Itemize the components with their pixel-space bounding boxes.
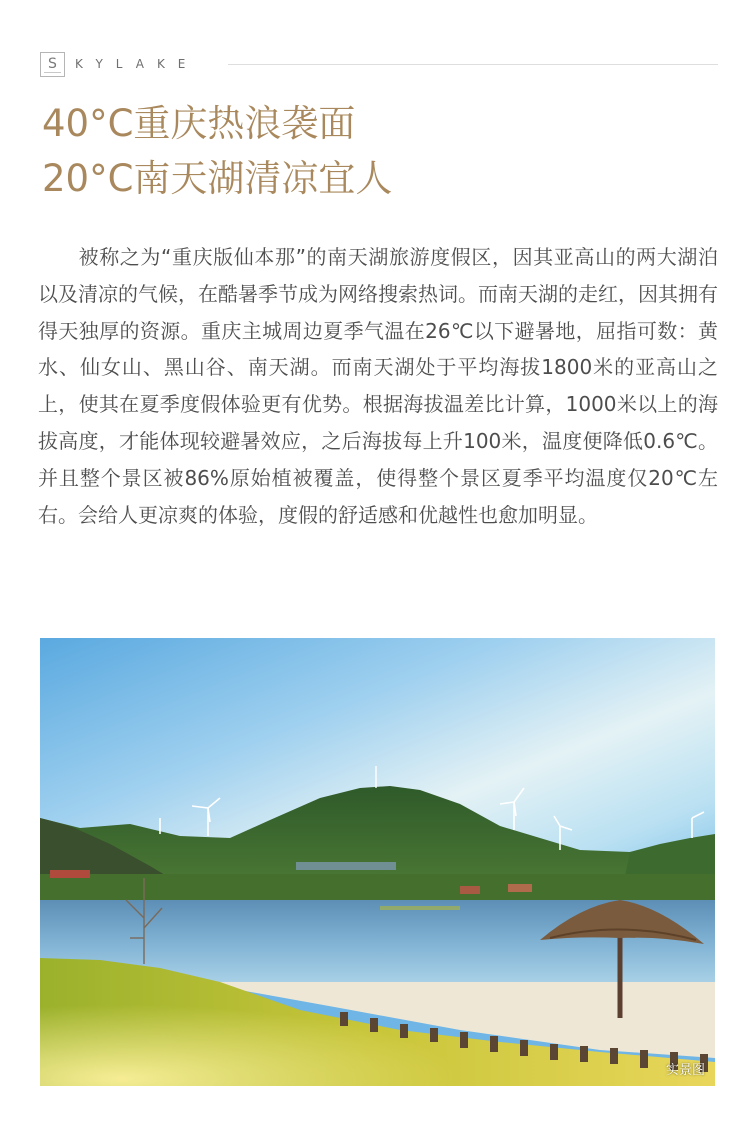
brand-name: KYLAKE: [75, 57, 199, 71]
brand-logo-box: [40, 52, 65, 77]
lake-photo: [40, 638, 715, 1086]
page-title: [42, 96, 392, 206]
photo-caption: 实景图: [665, 1063, 705, 1078]
lake-scene-illustration: [40, 638, 715, 1086]
article-paragraph: [38, 239, 718, 533]
title-line-1: 40°C重庆热浪袭面: [42, 102, 356, 145]
brand-logo-letter: S: [48, 56, 57, 72]
header-divider: [228, 64, 718, 65]
title-line-2: 20°C南天湖清凉宜人: [42, 157, 393, 200]
article-paragraph-text: 被称之为“重庆版仙本那”的南天湖旅游度假区，因其亚高山的两大湖泊以及清凉的气候，在酷暑季节成为网络搜索热词。而南天湖的走红，因其拥有得天独厚的资源。重庆主城周边夏季气温在26℃以下避暑地，屈指可数：黄水、仙女山、黑山谷、南天湖。而南天湖处于平均海拔1800米的亚高山之上，使其在夏季度假体验更有优势。根据海拔温差比计算，1000米以上的海拔高度，才能体现较避暑效应，之后海拔每上升100米，温度便降低0.6℃。并且整个景区被86%原始植被覆盖，使得整个景区夏季平均温度仅20℃左右。会给人更凉爽的体验，度假的舒适感和优越性也愈加明显。: [38, 245, 718, 527]
brand-header: [40, 52, 718, 78]
